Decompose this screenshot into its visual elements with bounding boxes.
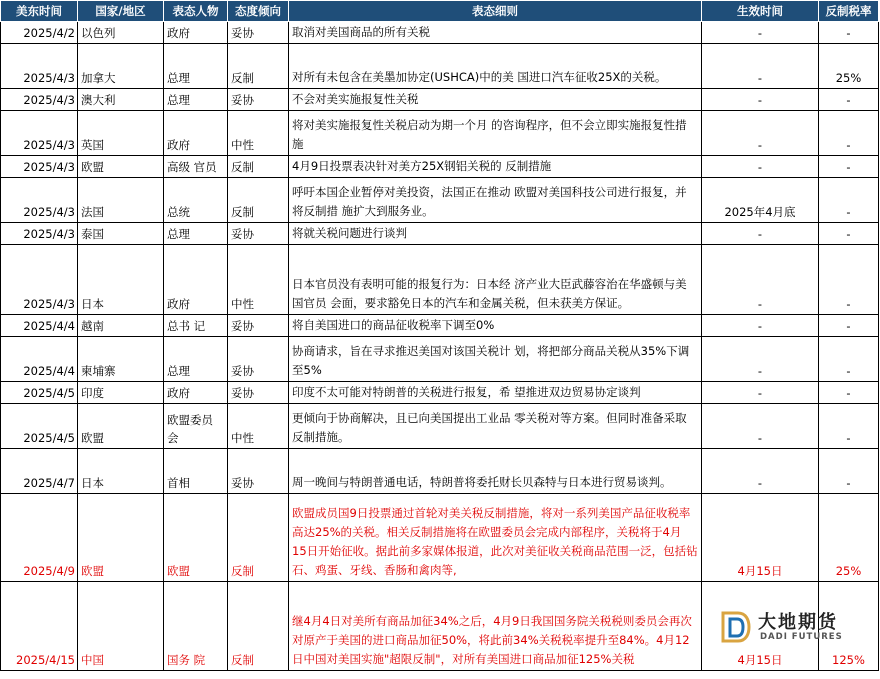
person-cell: 政府 bbox=[164, 382, 228, 404]
col-header-person: 表态人物 bbox=[164, 1, 228, 22]
person-cell: 总理 bbox=[164, 337, 228, 382]
rate-cell: - bbox=[819, 89, 879, 111]
date-cell: 2025/4/15 bbox=[1, 582, 78, 671]
dadi-logo-icon bbox=[718, 610, 752, 644]
detail-cell: 对所有未包含在美墨加协定(USHCA)中的美 国进口汽车征收25X的关税。 bbox=[289, 44, 702, 89]
company-logo bbox=[718, 608, 868, 648]
date-cell: 2025/4/3 bbox=[1, 89, 78, 111]
rate-cell: - bbox=[819, 449, 879, 494]
effective-cell: - bbox=[702, 111, 819, 156]
country-cell: 欧盟 bbox=[78, 404, 164, 449]
col-header-country: 国家/地区 bbox=[78, 1, 164, 22]
person-cell: 总理 bbox=[164, 223, 228, 245]
rate-cell: - bbox=[819, 156, 879, 178]
rate-cell: - bbox=[819, 22, 879, 44]
effective-cell: 4月15日 bbox=[702, 582, 819, 671]
header-row bbox=[1, 1, 879, 22]
person-cell: 国务 院 bbox=[164, 582, 228, 671]
logo-english-name: DADI FUTURES bbox=[760, 632, 843, 642]
stance-cell: 反制 bbox=[228, 582, 289, 671]
logo-chinese-name: 大地期货 bbox=[758, 612, 838, 633]
date-cell: 2025/4/3 bbox=[1, 223, 78, 245]
country-cell: 欧盟 bbox=[78, 494, 164, 582]
table-row bbox=[1, 245, 879, 315]
person-cell: 政府 bbox=[164, 22, 228, 44]
country-cell: 英国 bbox=[78, 111, 164, 156]
date-cell: 2025/4/5 bbox=[1, 382, 78, 404]
effective-cell: - bbox=[702, 315, 819, 337]
country-cell: 欧盟 bbox=[78, 156, 164, 178]
detail-cell: 协商请求，旨在寻求推迟美国对该国关税计 划，将把部分商品关税从35%下调至5% bbox=[289, 337, 702, 382]
detail-cell: 欧盟成员国9日投票通过首轮对美关税反制措施，将对一系列美国产品征收税率高达25%的关税。相关反制措施将在欧盟委员会完成内部程序，关税将于4月 15日开始征收。据此前多家媒体报道，此次对美征收关税商品范围一泛，包括钻石、鸡蛋、牙线、香肠和禽肉等, bbox=[289, 494, 702, 582]
rate-cell: - bbox=[819, 382, 879, 404]
table-row bbox=[1, 337, 879, 382]
country-cell: 日本 bbox=[78, 245, 164, 315]
date-cell: 2025/4/4 bbox=[1, 315, 78, 337]
country-cell: 柬埔寨 bbox=[78, 337, 164, 382]
date-cell: 2025/4/3 bbox=[1, 156, 78, 178]
date-cell: 2025/4/3 bbox=[1, 178, 78, 223]
detail-cell: 日本官员没有表明可能的报复行为：日本经 济产业大臣武藤容治在华盛顿与美国官员 会面，要求豁免日本的汽车和金属关税，但未获美方保证。 bbox=[289, 245, 702, 315]
country-cell: 法国 bbox=[78, 178, 164, 223]
country-cell: 加拿大 bbox=[78, 44, 164, 89]
country-cell: 日本 bbox=[78, 449, 164, 494]
detail-cell: 不会对美实施报复性关税 bbox=[289, 89, 702, 111]
country-cell: 越南 bbox=[78, 315, 164, 337]
rate-cell: 125% bbox=[819, 582, 879, 671]
col-header-date: 美东时间 bbox=[1, 1, 78, 22]
rate-cell: 25% bbox=[819, 44, 879, 89]
stance-cell: 妥协 bbox=[228, 315, 289, 337]
table-row bbox=[1, 404, 879, 449]
person-cell: 总统 bbox=[164, 178, 228, 223]
date-cell: 2025/4/2 bbox=[1, 22, 78, 44]
stance-cell: 妥协 bbox=[228, 22, 289, 44]
table-row bbox=[1, 156, 879, 178]
table-row bbox=[1, 382, 879, 404]
person-cell: 首相 bbox=[164, 449, 228, 494]
effective-cell: 4月15日 bbox=[702, 494, 819, 582]
country-cell: 以色列 bbox=[78, 22, 164, 44]
detail-cell: 将自美国进口的商品征收税率下调至0% bbox=[289, 315, 702, 337]
table-row bbox=[1, 22, 879, 44]
stance-cell: 妥协 bbox=[228, 337, 289, 382]
detail-cell: 继4月4日对美所有商品加征34%之后，4月9日我国国务院关税税则委员会再次对原产于美国的进口商品加征50%，将此前34%关税税率提升至84%。4月12日中国对美国实施"超限反制"，对所有美国进口商品加征125%关税 bbox=[289, 582, 702, 671]
effective-cell: 2025年4月底 bbox=[702, 178, 819, 223]
effective-cell: - bbox=[702, 223, 819, 245]
table-row bbox=[1, 315, 879, 337]
detail-cell: 取消对美国商品的所有关税 bbox=[289, 22, 702, 44]
person-cell: 总书 记 bbox=[164, 315, 228, 337]
stance-cell: 反制 bbox=[228, 178, 289, 223]
country-cell: 澳大利 bbox=[78, 89, 164, 111]
date-cell: 2025/4/3 bbox=[1, 44, 78, 89]
person-cell: 总理 bbox=[164, 44, 228, 89]
effective-cell: - bbox=[702, 382, 819, 404]
stance-cell: 妥协 bbox=[228, 382, 289, 404]
effective-cell: - bbox=[702, 22, 819, 44]
table-row bbox=[1, 89, 879, 111]
detail-cell: 将对美实施报复性关税启动为期一个月 的咨询程序，但不会立即实施报复性措施 bbox=[289, 111, 702, 156]
col-header-detail: 表态细则 bbox=[289, 1, 702, 22]
rate-cell: - bbox=[819, 315, 879, 337]
stance-cell: 中性 bbox=[228, 111, 289, 156]
effective-cell: - bbox=[702, 337, 819, 382]
table-row bbox=[1, 178, 879, 223]
stance-cell: 中性 bbox=[228, 245, 289, 315]
table-row bbox=[1, 449, 879, 494]
detail-cell: 4月9日投票表决针对美方25X钢铝关税的 反制措施 bbox=[289, 156, 702, 178]
rate-cell: - bbox=[819, 245, 879, 315]
effective-cell: - bbox=[702, 89, 819, 111]
col-header-effective: 生效时间 bbox=[702, 1, 819, 22]
country-cell: 泰国 bbox=[78, 223, 164, 245]
effective-cell: - bbox=[702, 44, 819, 89]
detail-cell: 更倾向于协商解决，且已向美国提出工业品 零关税对等方案。但同时准备采取反制措施。 bbox=[289, 404, 702, 449]
table-row bbox=[1, 44, 879, 89]
rate-cell: - bbox=[819, 404, 879, 449]
stance-cell: 反制 bbox=[228, 44, 289, 89]
detail-cell: 印度不太可能对特朗普的关税进行报复，希 望推进双边贸易协定谈判 bbox=[289, 382, 702, 404]
effective-cell: - bbox=[702, 156, 819, 178]
table-row bbox=[1, 223, 879, 245]
table-row bbox=[1, 111, 879, 156]
country-cell: 中国 bbox=[78, 582, 164, 671]
country-cell: 印度 bbox=[78, 382, 164, 404]
table-row bbox=[1, 494, 879, 582]
rate-cell: - bbox=[819, 223, 879, 245]
stance-cell: 中性 bbox=[228, 404, 289, 449]
col-header-rate: 反制税率 bbox=[819, 1, 879, 22]
rate-cell: - bbox=[819, 178, 879, 223]
rate-cell: - bbox=[819, 337, 879, 382]
stance-cell: 妥协 bbox=[228, 449, 289, 494]
person-cell: 总理 bbox=[164, 89, 228, 111]
effective-cell: - bbox=[702, 245, 819, 315]
date-cell: 2025/4/9 bbox=[1, 494, 78, 582]
stance-cell: 妥协 bbox=[228, 223, 289, 245]
effective-cell: - bbox=[702, 449, 819, 494]
date-cell: 2025/4/5 bbox=[1, 404, 78, 449]
date-cell: 2025/4/4 bbox=[1, 337, 78, 382]
col-header-stance: 态度倾向 bbox=[228, 1, 289, 22]
person-cell: 高级 官员 bbox=[164, 156, 228, 178]
date-cell: 2025/4/7 bbox=[1, 449, 78, 494]
effective-cell: - bbox=[702, 404, 819, 449]
detail-cell: 周一晚间与特朗普通电话，特朗普将委托财长贝森特与日本进行贸易谈判。 bbox=[289, 449, 702, 494]
detail-cell: 将就关税问题进行谈判 bbox=[289, 223, 702, 245]
person-cell: 欧盟 bbox=[164, 494, 228, 582]
date-cell: 2025/4/3 bbox=[1, 245, 78, 315]
person-cell: 政府 bbox=[164, 245, 228, 315]
stance-cell: 妥协 bbox=[228, 89, 289, 111]
stance-cell: 反制 bbox=[228, 156, 289, 178]
detail-cell: 呼吁本国企业暂停对美投资，法国正在推动 欧盟对美国科技公司进行报复，并将反制措 施扩大到服务业。 bbox=[289, 178, 702, 223]
rate-cell: - bbox=[819, 111, 879, 156]
date-cell: 2025/4/3 bbox=[1, 111, 78, 156]
stance-cell: 反制 bbox=[228, 494, 289, 582]
person-cell: 政府 bbox=[164, 111, 228, 156]
rate-cell: 25% bbox=[819, 494, 879, 582]
person-cell: 欧盟委员会 bbox=[164, 404, 228, 449]
